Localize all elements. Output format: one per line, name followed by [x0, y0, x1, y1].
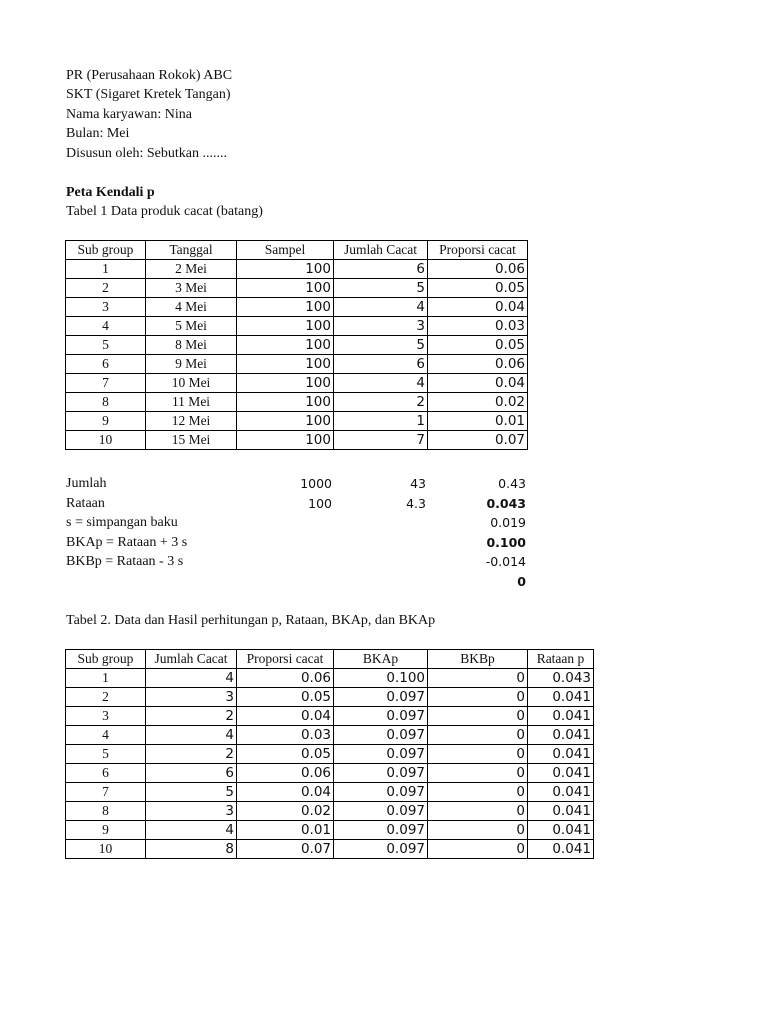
table-row [66, 260, 528, 279]
table-cell: 0.06 [237, 669, 334, 688]
jumlah-label: Jumlah [66, 476, 107, 491]
table-cell: 0.06 [428, 355, 528, 374]
table-cell: 11 Mei [146, 393, 237, 412]
table-cell: 6 [66, 764, 146, 783]
table-cell: 10 [66, 431, 146, 450]
table-row [66, 669, 594, 688]
employee-name: Nama karyawan: Nina [66, 107, 192, 122]
table-cell: 2 [66, 279, 146, 298]
table-cell: 0.041 [528, 745, 594, 764]
rataan-cacat: 4.3 [406, 495, 426, 511]
table-row [66, 298, 528, 317]
table-cell: 5 [146, 783, 237, 802]
table-cell: 1 [66, 669, 146, 688]
summary-rataan-row [66, 494, 528, 514]
table-cell: 0.097 [334, 764, 428, 783]
table-cell: 0.03 [428, 317, 528, 336]
table-cell: 3 [66, 707, 146, 726]
table-cell: 1 [66, 260, 146, 279]
table-cell: 0.041 [528, 802, 594, 821]
table-cell: 5 [334, 279, 428, 298]
table-cell: 8 Mei [146, 336, 237, 355]
table-cell: 0 [428, 783, 528, 802]
table-cell: 2 Mei [146, 260, 237, 279]
t2-header-cell: BKAp [334, 650, 428, 669]
table-cell: 0.06 [237, 764, 334, 783]
table-cell: 0.097 [334, 840, 428, 859]
table2-header-row [66, 650, 594, 669]
bkbp-label: BKBp = Rataan - 3 s [66, 554, 184, 569]
control-limits-table [65, 649, 594, 859]
table-cell: 0.07 [237, 840, 334, 859]
table-cell: 5 [334, 336, 428, 355]
table-cell: 0.03 [237, 726, 334, 745]
jumlah-sampel: 1000 [300, 476, 332, 491]
t2-header-cell: Proporsi cacat [237, 650, 334, 669]
table-cell: 7 [334, 431, 428, 450]
table-cell: 0.02 [237, 802, 334, 821]
table-cell: 4 [66, 317, 146, 336]
t2-header-cell: BKBp [428, 650, 528, 669]
table-cell: 100 [237, 431, 334, 450]
table-cell: 4 Mei [146, 298, 237, 317]
t2-header-cell: Rataan p [528, 650, 594, 669]
table-cell: 0.097 [334, 745, 428, 764]
table-cell: 0 [428, 707, 528, 726]
jumlah-cacat: 43 [410, 476, 426, 491]
table-cell: 0.05 [237, 745, 334, 764]
table-cell: 10 Mei [146, 374, 237, 393]
table-cell: 100 [237, 393, 334, 412]
table-cell: 0.06 [428, 260, 528, 279]
table-cell: 0.05 [237, 688, 334, 707]
table-cell: 4 [146, 726, 237, 745]
table-cell: 0.04 [237, 783, 334, 802]
table-cell: 0.041 [528, 783, 594, 802]
table-row [66, 707, 594, 726]
table-cell: 0.02 [428, 393, 528, 412]
table-cell: 0.100 [334, 669, 428, 688]
table-cell: 100 [237, 336, 334, 355]
rataan-proporsi: 0.043 [486, 495, 526, 511]
table-cell: 0.097 [334, 707, 428, 726]
table-cell: 0.04 [428, 374, 528, 393]
table-row [66, 783, 594, 802]
table-cell: 2 [334, 393, 428, 412]
t2-header-cell: Sub group [66, 650, 146, 669]
table-cell: 0.041 [528, 726, 594, 745]
defect-data-table [65, 240, 528, 450]
table-cell: 100 [237, 279, 334, 298]
table-cell: 0 [428, 821, 528, 840]
table-cell: 4 [146, 669, 237, 688]
table-cell: 0.07 [428, 431, 528, 450]
table-cell: 9 [66, 412, 146, 431]
table-row [66, 279, 528, 298]
table-cell: 6 [334, 260, 428, 279]
company-name: PR (Perusahaan Rokok) ABC [66, 68, 233, 83]
table-cell: 4 [334, 374, 428, 393]
table-row [66, 412, 528, 431]
table-cell: 0.01 [237, 821, 334, 840]
table-cell: 3 [334, 317, 428, 336]
table-cell: 100 [237, 317, 334, 336]
table-cell: 9 Mei [146, 355, 237, 374]
table-row [66, 336, 528, 355]
summary-block [66, 474, 528, 591]
table-cell: 0.041 [528, 688, 594, 707]
table-cell: 7 [66, 783, 146, 802]
table-cell: 5 Mei [146, 317, 237, 336]
table-cell: 0.04 [237, 707, 334, 726]
table-cell: 0.01 [428, 412, 528, 431]
table-cell: 0 [428, 745, 528, 764]
table-cell: 0.05 [428, 279, 528, 298]
table-cell: 2 [146, 745, 237, 764]
table-cell: 6 [334, 355, 428, 374]
table-cell: 0.04 [428, 298, 528, 317]
simpangan-label: s = simpangan baku [66, 515, 178, 530]
summary-jumlah-row [66, 474, 528, 494]
table-cell: 0.041 [528, 821, 594, 840]
table-cell: 0 [428, 840, 528, 859]
product-name: SKT (Sigaret Kretek Tangan) [66, 87, 231, 102]
summary-bkbp-adjusted-row [66, 572, 528, 592]
table-row [66, 726, 594, 745]
jumlah-proporsi: 0.43 [498, 476, 526, 491]
table-cell: 8 [146, 840, 237, 859]
rataan-sampel: 100 [308, 495, 332, 511]
table-row [66, 802, 594, 821]
table-cell: 0 [428, 688, 528, 707]
table-row [66, 745, 594, 764]
table-cell: 0.043 [528, 669, 594, 688]
table-cell: 10 [66, 840, 146, 859]
table-cell: 6 [146, 764, 237, 783]
table-cell: 4 [334, 298, 428, 317]
table-cell: 15 Mei [146, 431, 237, 450]
t1-header-cell: Jumlah Cacat [334, 241, 428, 260]
table2-caption: Tabel 2. Data dan Hasil perhitungan p, Rataan, BKAp, dan BKAp [66, 613, 436, 628]
table-cell: 100 [237, 298, 334, 317]
table-cell: 0.097 [334, 802, 428, 821]
table-cell: 5 [66, 336, 146, 355]
bkap-label: BKAp = Rataan + 3 s [66, 534, 188, 550]
table-row [66, 317, 528, 336]
table-cell: 0 [428, 764, 528, 783]
table-cell: 0 [428, 726, 528, 745]
table-row [66, 688, 594, 707]
table-cell: 0.097 [334, 821, 428, 840]
author-label: Disusun oleh: Sebutkan ....... [66, 146, 227, 161]
table-cell: 100 [237, 355, 334, 374]
table-cell: 100 [237, 412, 334, 431]
table-cell: 100 [237, 260, 334, 279]
table-cell: 0.097 [334, 726, 428, 745]
simpangan-value: 0.019 [490, 515, 526, 530]
bkbp-value: -0.014 [485, 554, 526, 569]
table-cell: 100 [237, 374, 334, 393]
rataan-label: Rataan [66, 495, 105, 511]
table-cell: 7 [66, 374, 146, 393]
table-cell: 0.041 [528, 840, 594, 859]
table-cell: 2 [146, 707, 237, 726]
bkbp-adjusted-value: 0 [517, 573, 526, 589]
table-cell: 2 [66, 688, 146, 707]
table-cell: 3 [146, 688, 237, 707]
section-title: Peta Kendali p [66, 185, 155, 200]
t2-header-cell: Jumlah Cacat [146, 650, 237, 669]
table-cell: 0.097 [334, 783, 428, 802]
table-row [66, 393, 528, 412]
table-cell: 4 [66, 726, 146, 745]
t1-header-cell: Sampel [237, 241, 334, 260]
table-row [66, 374, 528, 393]
table-row [66, 764, 594, 783]
table1-caption: Tabel 1 Data produk cacat (batang) [66, 204, 263, 219]
summary-bkap-row [66, 533, 528, 553]
table-cell: 4 [146, 821, 237, 840]
table1-header-row [66, 241, 528, 260]
table-row [66, 355, 528, 374]
table-cell: 8 [66, 393, 146, 412]
table-cell: 8 [66, 802, 146, 821]
table-cell: 3 [66, 298, 146, 317]
table-cell: 0.041 [528, 764, 594, 783]
table-cell: 5 [66, 745, 146, 764]
summary-simpangan-row [66, 513, 528, 533]
table-cell: 9 [66, 821, 146, 840]
table-cell: 3 [146, 802, 237, 821]
t1-header-cell: Sub group [66, 241, 146, 260]
table-cell: 3 Mei [146, 279, 237, 298]
table-cell: 0.05 [428, 336, 528, 355]
table-row [66, 431, 528, 450]
table-row [66, 821, 594, 840]
summary-bkbp-row [66, 552, 528, 572]
table-cell: 12 Mei [146, 412, 237, 431]
month-label: Bulan: Mei [66, 126, 130, 141]
table-cell: 1 [334, 412, 428, 431]
bkap-value: 0.100 [486, 534, 526, 550]
table-cell: 0.041 [528, 707, 594, 726]
table-cell: 6 [66, 355, 146, 374]
table-cell: 0 [428, 669, 528, 688]
t1-header-cell: Proporsi cacat [428, 241, 528, 260]
table-cell: 0 [428, 802, 528, 821]
table-cell: 0.097 [334, 688, 428, 707]
t1-header-cell: Tanggal [146, 241, 237, 260]
table-row [66, 840, 594, 859]
